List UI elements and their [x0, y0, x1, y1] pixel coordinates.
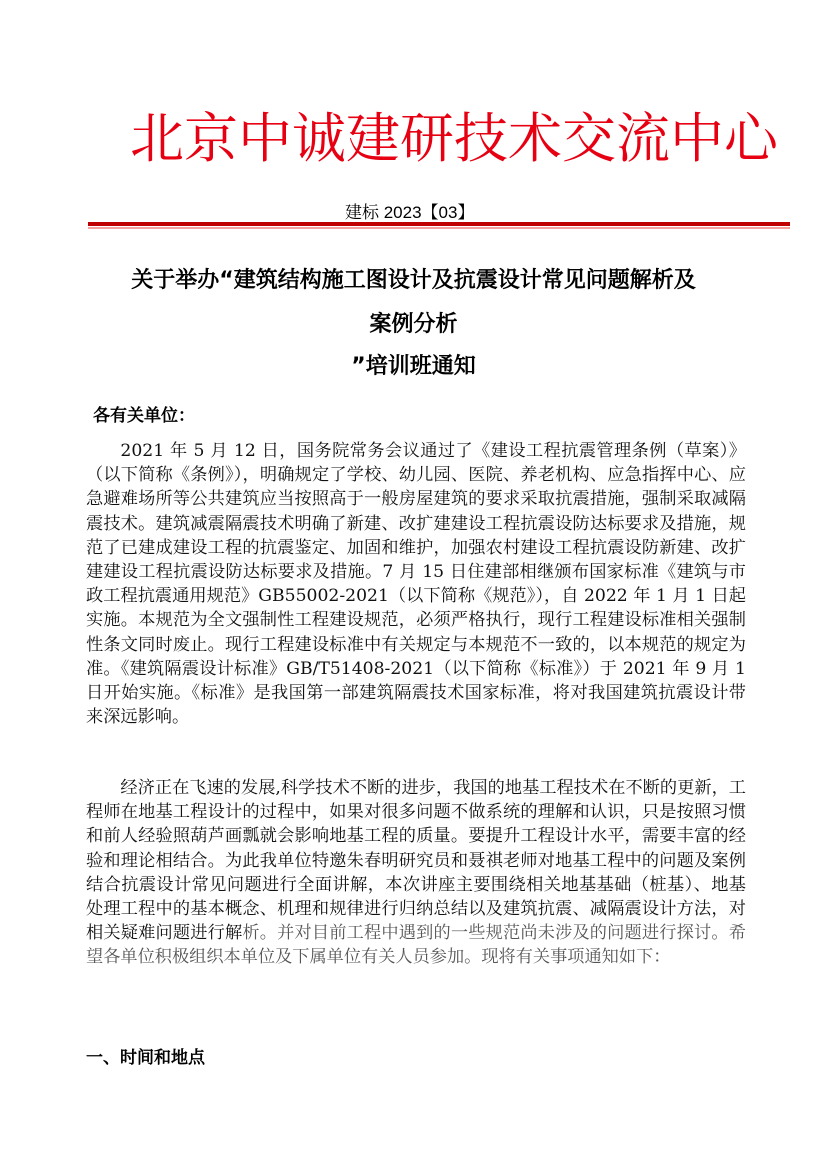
body-paragraph-1: 2021 年 5 月 12 日，国务院常务会议通过了《建设工程抗震管理条例（草案）》（以下简称《条例》），明确规定了学校、幼儿园、医院、养老机构、应急指挥中心、应急避难场所等公共建筑应当按照高于一般房屋建筑的要求采取抗震措施，强制采取减隔震技术。建筑减震隔震技术明确了新建、改扩建建设工程抗震设防达标要求及措施，规范了已建成建设工程的抗震鉴定、加固和维护，加强农村建设工程抗震设防新建、改扩建建设工程抗震设防达标要求及措施。7 月 15 日住建部相继颁布国家标准《建筑与市政工程抗震通用规范》GB55002-2021（以下简称《规范》），自 2022 年 1 月 1 日起实施。本规范为全文强制性工程建设规范，必须严格执行，现行工程建设标准相关强制性条文同时废止。现行工程建设标准中有关规定与本规范不一致的，以本规范的规定为准。《建筑隔震设计标准》GB/T51408-2021（以下简称《标准》）于 2021 年 9 月 1 日开始实施。《标准》是我国第一部建筑隔震技术国家标准，将对我国建筑抗震设计带来深远影响。	[86, 441, 746, 728]
divider-thick-line	[88, 222, 790, 226]
body-paragraph-2	[86, 776, 746, 970]
document-number: 建标 2023【03】	[345, 203, 475, 222]
section-heading-time-location: 一、时间和地点	[86, 1048, 205, 1068]
header-divider	[88, 222, 790, 229]
notice-title-line-3: ”培训班通知	[351, 354, 476, 379]
divider-thin-line	[88, 227, 790, 229]
notice-title-line-2: 案例分析	[369, 312, 458, 337]
organization-title: 北京中诚建研技术交流中心	[130, 107, 778, 170]
body-paragraph-2-tail: 析。并对目前工程中遇到的一些规范尚未涉及的问题进行探讨。希望各单位积极组织本单位及下属单位有关人员参加。现将有关事项通知如下：	[86, 923, 746, 968]
salutation: 各有关单位：	[93, 406, 195, 426]
body-paragraph-2-main: 经济正在飞速的发展,科学技术不断的进步，我国的地基工程技术在不断的更新，工程师在地基工程设计的过程中，如果对很多问题不做系统的理解和认识，只是按照习惯和前人经验照葫芦画瓢就会影响地基工程的质量。要提升工程设计水平，需要丰富的经验和理论相结合。为此我单位特邀朱春明研究员和聂祺老师对地基工程中的问题及案例结合抗震设计常见问题进行全面讲解，本次讲座主要围绕相关地基基础（桩基）、地基处理工程中的基本概念、机理和规律进行归纳总结以及建筑抗震、减隔震设计方法，对相关疑难问题进行解	[86, 778, 746, 944]
notice-title-line-1: 关于举办“建筑结构施工图设计及抗震设计常见问题解析及	[131, 268, 696, 293]
